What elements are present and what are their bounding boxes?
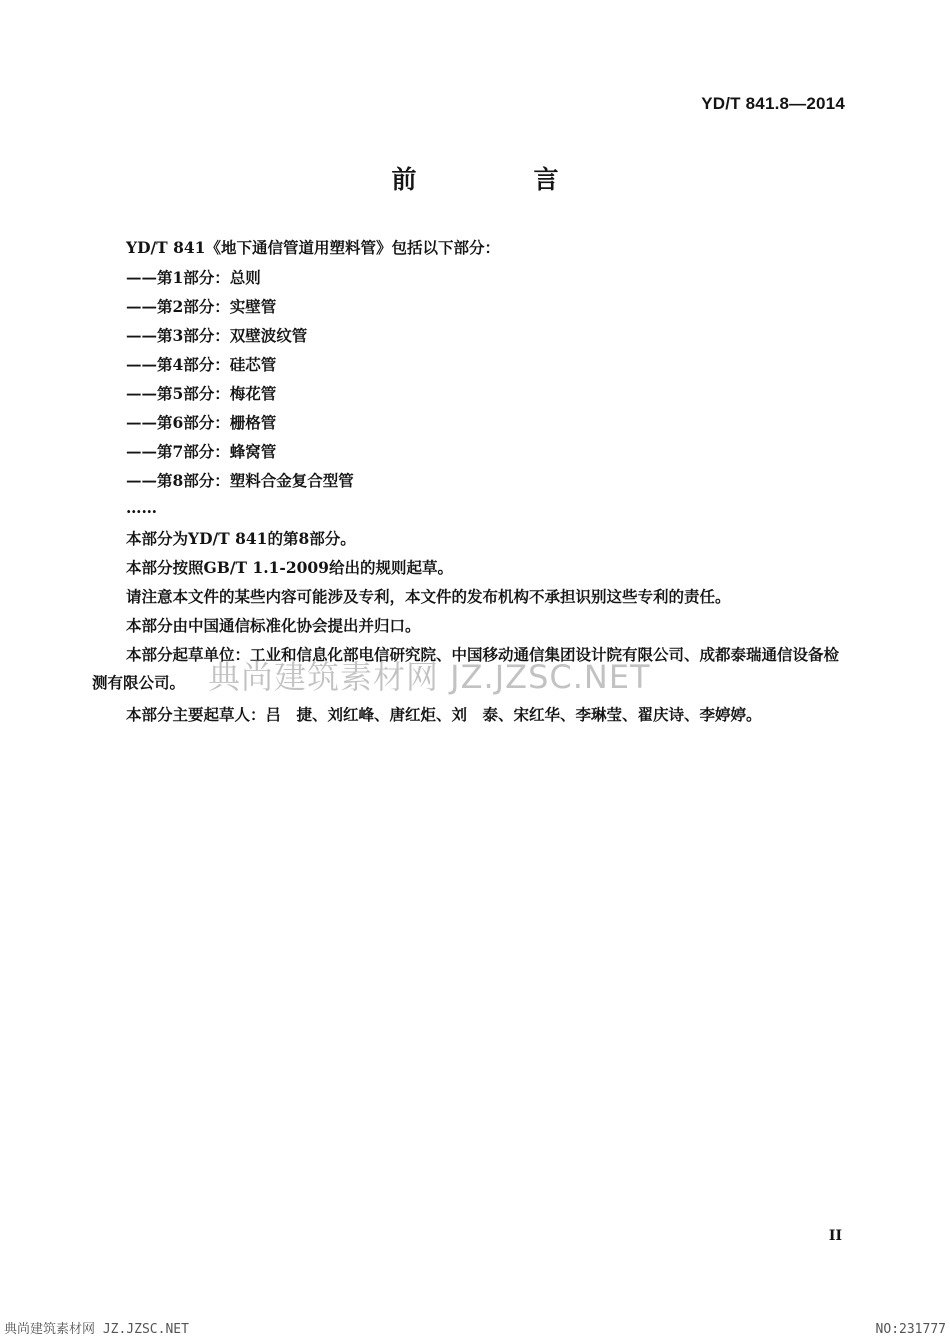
part-item: ——第7部分：蜂窝管 [126,442,277,461]
part-item: ——第5部分：梅花管 [126,384,277,403]
footer-doc-number: NO:231777 [875,1322,946,1337]
paragraph-drafters: 本部分主要起草人：吕 捷、刘红峰、唐红炬、刘 泰、宋红华、李琳莹、翟庆诗、李婷婷。 [126,705,762,724]
part-item: ——第3部分：双壁波纹管 [126,326,308,345]
paragraph-drafting-rules: 本部分按照GB/T 1.1-2009给出的规则起草。 [126,558,453,577]
part-item: ——第4部分：硅芯管 [126,355,277,374]
paragraph-proposer: 本部分由中国通信标准化协会提出并归口。 [126,616,421,635]
watermark: 典尚建筑素材网 JZ.JZSC.NET [208,658,651,696]
standard-number: YD/T 841.8—2014 [701,94,845,113]
part-item: ——第8部分：塑料合金复合型管 [126,471,354,490]
part-item: ——第1部分：总则 [126,268,261,287]
paragraph-part-of: 本部分为YD/T 841的第8部分。 [126,529,356,548]
page-title: 前 言 [391,165,605,194]
page-number: II [828,1228,842,1244]
part-item-ellipsis: …… [126,498,157,517]
paragraph-patent-notice: 请注意本文件的某些内容可能涉及专利，本文件的发布机构不承担识别这些专利的责任。 [126,587,731,606]
intro-line: YD/T 841《地下通信管道用塑料管》包括以下部分： [126,238,500,257]
paragraph-drafting-units: 本部分起草单位：工业和信息化部电信研究院、中国移动通信集团设计院有限公司、成都泰瑞通信设备检测有限公司。 [92,645,840,692]
part-item: ——第2部分：实壁管 [126,297,277,316]
footer-site-label: 典尚建筑素材网 JZ.JZSC.NET [4,1322,189,1337]
part-item: ——第6部分：栅格管 [126,413,277,432]
